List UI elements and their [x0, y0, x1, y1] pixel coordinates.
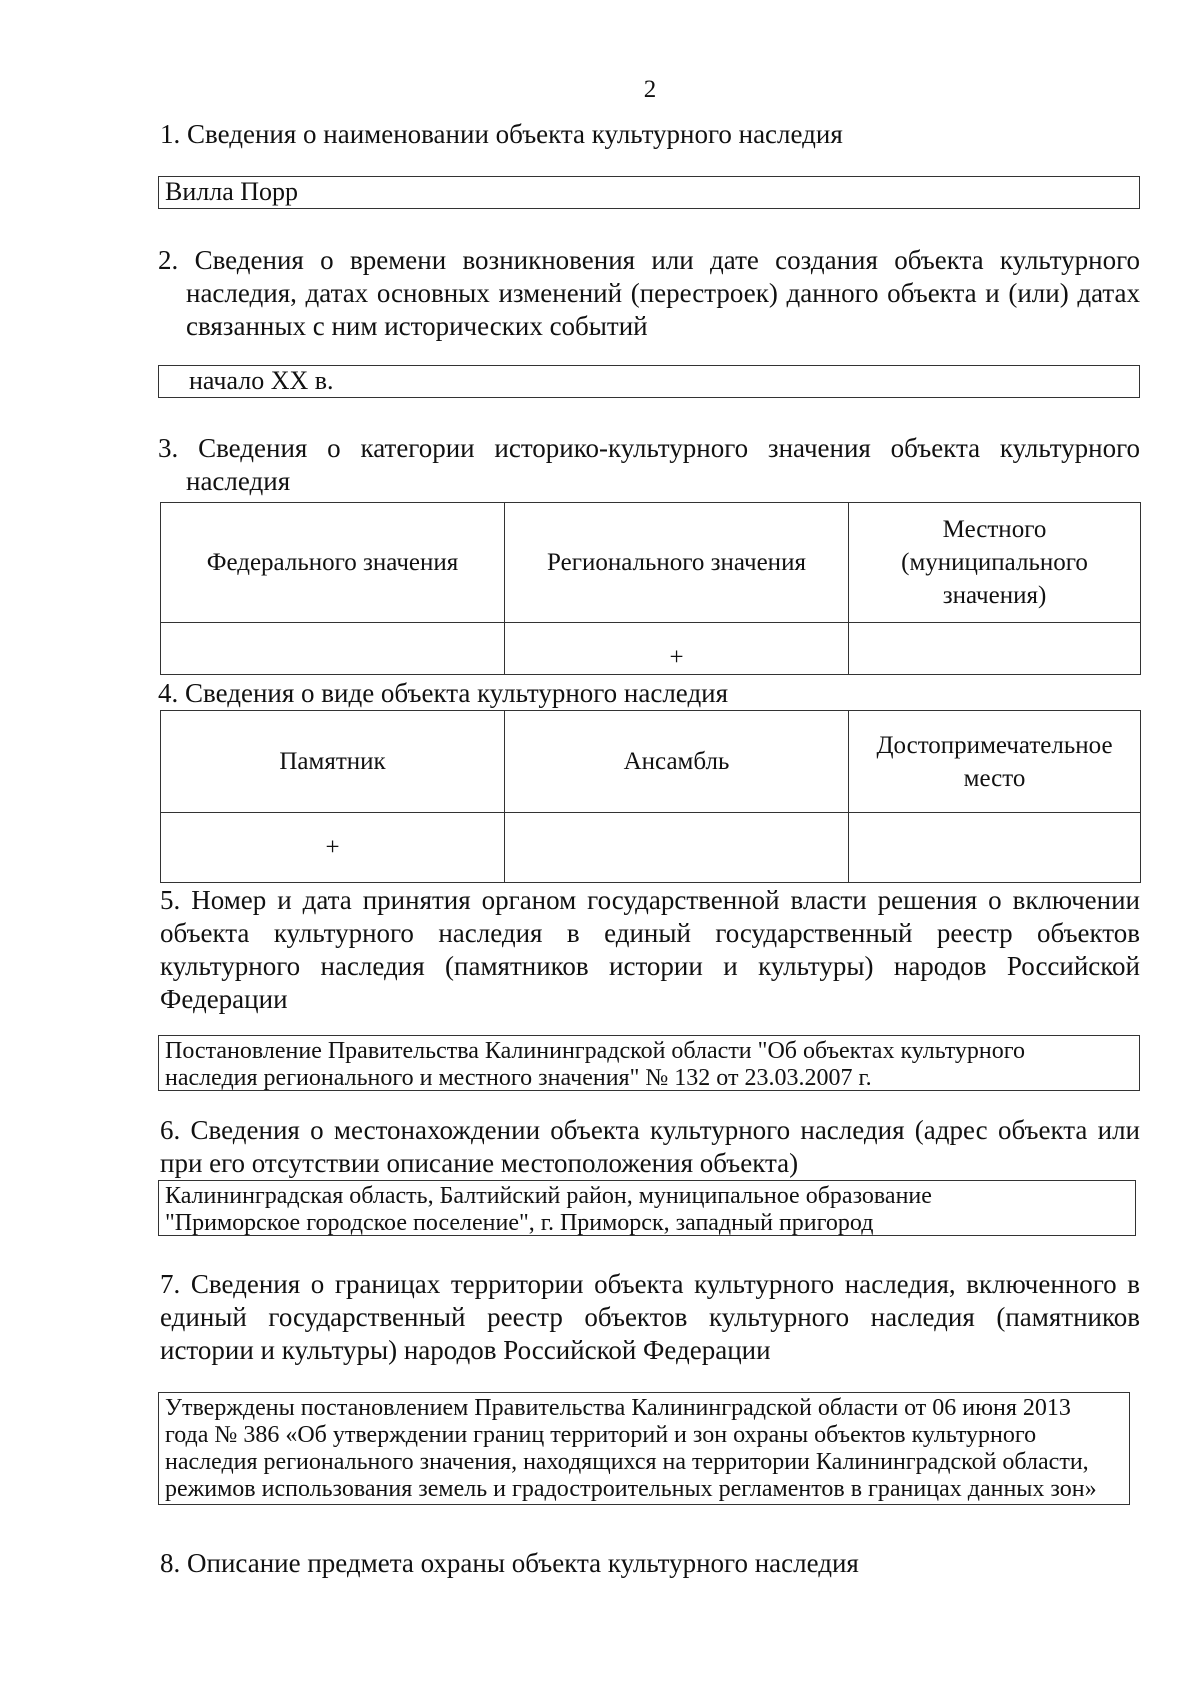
- section-2-heading: 2. Сведения о времени возникновения или дате создания объекта культурного наследия, датах основных изменений (перестроек) данного объекта и (или) датах связанных с ним исторических событий: [158, 245, 1140, 341]
- section-5-value: [158, 1035, 1140, 1091]
- type-table: [160, 710, 1141, 883]
- section-5-value-line-2: наследия регионального и местного значения" № 132 от 23.03.2007 г.: [165, 1065, 872, 1091]
- category-local-mark: [849, 623, 1141, 675]
- section-1-heading: 1. Сведения о наименовании объекта культурного наследия: [160, 119, 843, 149]
- section-7-heading: 7. Сведения о границах территории объекта культурного наследия, включенного в единый государственный реестр объектов культурного наследия (памятников истории и культуры) народов Российской Федерации: [160, 1269, 1140, 1365]
- section-5-heading: 5. Номер и дата принятия органом государственной власти решения о включении объекта культурного наследия в единый государственный реестр объектов культурного наследия (памятников истории и культуры) народов Российской Федерации: [160, 885, 1140, 1014]
- type-ensemble-mark: [505, 813, 849, 883]
- type-monument-header: Памятник: [161, 711, 505, 813]
- category-regional-header: Регионального значения: [505, 503, 849, 623]
- type-monument-mark: +: [161, 813, 505, 883]
- section-7-value: [158, 1392, 1130, 1505]
- section-6-value-line-2: "Приморское городское поселение", г. Приморск, западный пригород: [165, 1210, 874, 1236]
- section-7-value-line-2: года № 386 «Об утверждении границ территорий и зон охраны объектов культурного: [165, 1422, 1037, 1448]
- category-federal-header: Федерального значения: [161, 503, 505, 623]
- category-table: [160, 502, 1141, 675]
- section-6-heading: 6. Сведения о местонахождении объекта культурного наследия (адрес объекта или при его отсутствии описание местоположения объекта): [160, 1115, 1140, 1178]
- category-regional-mark: +: [505, 623, 849, 675]
- category-local-header: Местного (муниципального значения): [849, 503, 1141, 623]
- section-8-heading: 8. Описание предмета охраны объекта культурного наследия: [160, 1548, 859, 1578]
- section-3-heading: 3. Сведения о категории историко-культурного значения объекта культурного наследия: [158, 433, 1140, 496]
- section-7-value-line-4: режимов использования земель и градостроительных регламентов в границах данных зон»: [165, 1476, 1097, 1502]
- section-5-value-line-1: Постановление Правительства Калининградской области "Об объектах культурного: [165, 1038, 1025, 1064]
- type-landmark-header: Достопримечательное место: [849, 711, 1141, 813]
- section-7-value-line-3: наследия регионального значения, находящихся на территории Калининградской области,: [165, 1449, 1089, 1475]
- section-6-value: [158, 1180, 1136, 1236]
- type-landmark-mark: [849, 813, 1141, 883]
- type-ensemble-header: Ансамбль: [505, 711, 849, 813]
- category-federal-mark: [161, 623, 505, 675]
- page-number: 2: [643, 76, 657, 103]
- section-1-value: Вилла Порр: [158, 176, 1140, 209]
- section-7-value-line-1: Утверждены постановлением Правительства Калининградской области от 06 июня 2013: [165, 1395, 1071, 1421]
- section-2-value: начало XX в.: [158, 365, 1140, 398]
- section-6-value-line-1: Калининградская область, Балтийский район, муниципальное образование: [165, 1183, 932, 1209]
- section-4-heading: 4. Сведения о виде объекта культурного наследия: [158, 678, 729, 708]
